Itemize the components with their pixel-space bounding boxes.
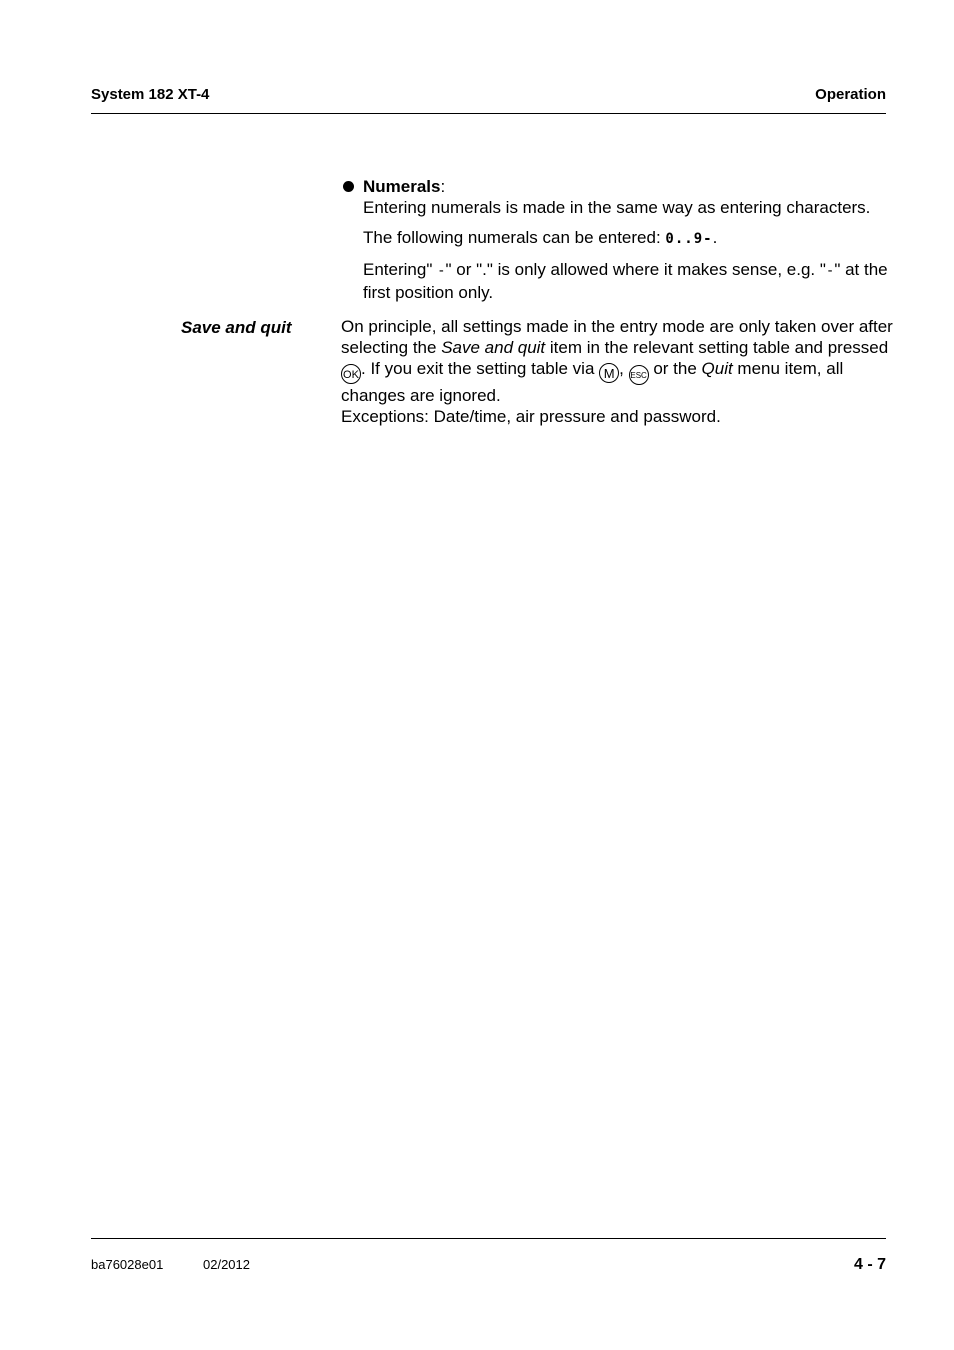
numerals-code: 0..9-: [665, 231, 713, 247]
save-text-1: On principle, all settings made in the entry mode are only taken over after selecting the: [341, 317, 893, 357]
footer-rule: [91, 1238, 886, 1239]
exceptions-text: Exceptions: Date/time, air pressure and password.: [341, 407, 721, 426]
numerals-line3-a: Entering": [363, 260, 438, 279]
numerals-line3-b: " or "." is only allowed where it makes sense, e.g. ": [445, 260, 826, 279]
footer-date: 02/2012: [203, 1257, 250, 1272]
esc-key-icon: ESC: [629, 365, 649, 385]
numerals-line2-end: .: [712, 228, 718, 247]
numerals-line3-code1: -: [437, 263, 446, 279]
numerals-line1: Entering numerals is made in the same way as entering characters.: [363, 198, 871, 217]
numerals-heading-line: [363, 176, 901, 218]
save-text-2: item in the relevant setting table and pressed: [545, 338, 889, 357]
numerals-line3: [363, 259, 901, 303]
numerals-line3-code2: -: [825, 263, 835, 279]
numerals-title: Numerals: [363, 177, 441, 196]
page-number: 4 - 7: [853, 1256, 886, 1273]
numerals-title-colon: :: [440, 177, 446, 196]
numerals-bullet-item: [341, 176, 901, 303]
save-and-quit-label: Save and quit: [181, 318, 292, 337]
footer-doc-id: ba76028e01: [91, 1257, 164, 1272]
bullet-dot-icon: [343, 181, 354, 192]
save-text-4: ,: [619, 359, 629, 378]
save-text-1-italic: Save and quit: [441, 338, 546, 357]
save-text-5-italic: Quit: [701, 359, 733, 378]
numerals-line2-text: The following numerals can be entered:: [363, 228, 666, 247]
save-text-3: . If you exit the setting table via: [361, 359, 600, 378]
m-key-icon: M: [599, 363, 619, 383]
header-section: Operation: [815, 86, 886, 103]
numerals-section: [341, 176, 901, 303]
save-and-quit-section: [341, 316, 901, 427]
header-title: System 182 XT-4: [91, 86, 210, 103]
ok-key-icon: OK: [341, 364, 361, 384]
numerals-line3-c: " at the first position only.: [363, 260, 888, 302]
header-rule: [91, 113, 886, 114]
numerals-line2: [363, 227, 901, 250]
save-and-quit-paragraph: [341, 316, 901, 427]
save-text-6: menu item, all changes are ignored.: [341, 359, 844, 405]
save-text-5: or the: [648, 359, 702, 378]
